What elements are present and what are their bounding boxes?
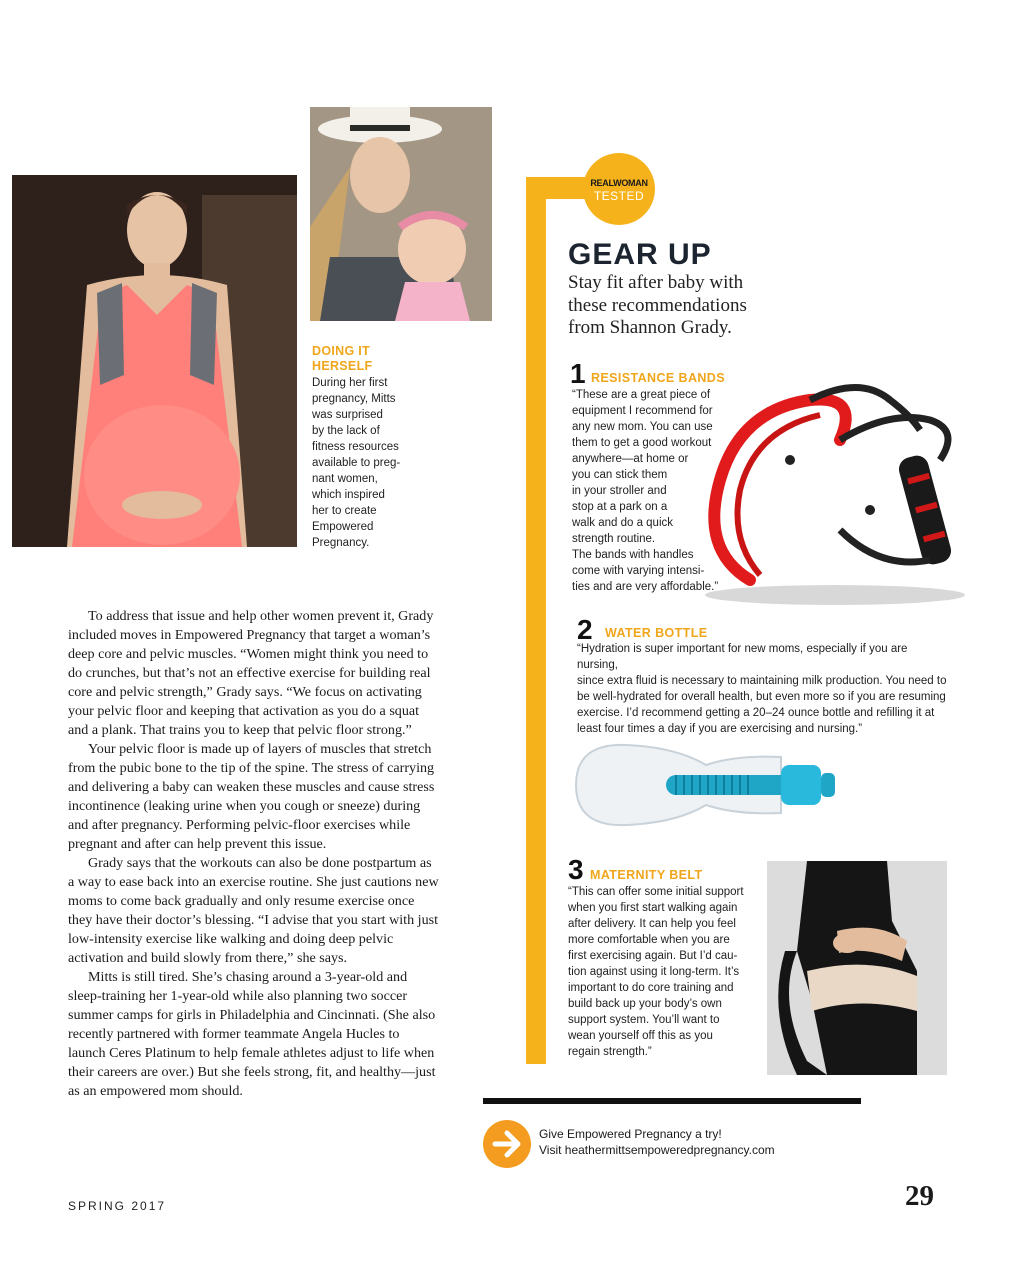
- caption-title-line: HERSELF: [312, 359, 373, 373]
- item-line: least four times a day if you are exercising and nursing.”: [577, 723, 863, 735]
- article-body: [68, 607, 440, 1101]
- item-line: them to get a good workout: [572, 437, 712, 449]
- badge-brand: REALWOMAN: [590, 178, 648, 188]
- article-paragraph: To address that issue and help other women prevent it, Grady included moves in Empowered Pregnancy that target a woman’s deep core and pelvic muscles. “Women might think you need to do crunches, but that’s not an effective exercise for building real core and pelvic strength,” Grady says. “We focus on activating your pelvic floor and keeping that activation as you do a squat and a plank. That trains you to keep that pelvic floor strong.”: [68, 608, 434, 738]
- pregnant-woman-photo: [12, 175, 297, 547]
- item-description: [577, 641, 949, 737]
- caption-line: her to create: [312, 505, 377, 517]
- caption-line: Pregnancy.: [312, 537, 370, 549]
- mother-baby-illustration: [310, 107, 492, 321]
- item-line: after delivery. It can help you feel: [568, 918, 736, 930]
- item-line: you can stick them: [572, 469, 668, 481]
- caption-title-line: DOING IT: [312, 344, 370, 358]
- subtitle-line: these recommendations: [568, 294, 747, 316]
- photo-caption-title: [312, 344, 432, 374]
- item-line: since extra fluid is necessary to maintaining milk production. You need to: [577, 675, 947, 687]
- item-title: MATERNITY BELT: [590, 868, 703, 882]
- caption-line: Empowered: [312, 521, 374, 533]
- caption-line: available to preg-: [312, 457, 401, 469]
- item-title: WATER BOTTLE: [605, 626, 708, 640]
- subtitle-line: Stay fit after baby with: [568, 272, 744, 293]
- item-line: ties and are very affordable.”: [572, 581, 719, 593]
- item-line: come with varying intensi-: [572, 565, 705, 577]
- maternity-belt-illustration: [767, 861, 947, 1075]
- item-line: strength routine.: [572, 533, 656, 545]
- item-line: walk and do a quick: [572, 517, 674, 529]
- item-line: anywhere—at home or: [572, 453, 689, 465]
- item-title: RESISTANCE BANDS: [591, 371, 725, 385]
- caption-line: which inspired: [312, 489, 385, 501]
- page-number: 29: [905, 1180, 934, 1212]
- water-bottle-image: [566, 735, 842, 835]
- cta-link[interactable]: Visit heathermittsempoweredpregnancy.com: [539, 1143, 775, 1157]
- item-line: regain strength.”: [568, 1046, 652, 1058]
- item-line: important to do core training and: [568, 982, 734, 994]
- caption-line: pregnancy, Mitts: [312, 393, 396, 405]
- gear-title: GEAR UP: [568, 238, 712, 271]
- resistance-bands-illustration: [690, 370, 980, 610]
- item-line: build back up your body’s own: [568, 998, 722, 1010]
- arrow-right-icon: [483, 1120, 531, 1168]
- issue-label: SPRING 2017: [68, 1199, 167, 1213]
- caption-line: nant women,: [312, 473, 378, 485]
- item-line: tion against using it long-term. It’s: [568, 966, 740, 978]
- yellow-sidebar-rule: [526, 177, 546, 1064]
- item-line: in your stroller and: [572, 485, 667, 497]
- item-number: 3: [568, 854, 584, 885]
- pregnant-woman-illustration: [12, 175, 297, 547]
- resistance-bands-image: [690, 370, 980, 610]
- item-line: “This can offer some initial support: [568, 886, 744, 898]
- article-paragraph: Your pelvic floor is made up of layers of muscles that stretch from the pubic bone to the tip of the spine. The stress of carrying and delivering a baby can weaken these muscles and cause stress incontinence (leaking urine when you cough or sneeze) during and after pregnancy. Performing pelvic-floor exercises while pregnant and after can help prevent this issue.: [68, 741, 435, 852]
- gear-subtitle: [568, 272, 808, 340]
- item-line: “Hydration is super important for new moms, especially if you are nursing,: [577, 643, 908, 671]
- item-number: 1: [570, 358, 586, 389]
- caption-line: by the lack of: [312, 425, 380, 437]
- mother-baby-selfie-photo: [310, 107, 492, 321]
- arrow-right-glyph: [483, 1120, 531, 1168]
- caption-line: During her first: [312, 377, 388, 389]
- article-paragraph: Mitts is still tired. She’s chasing around a 3-year-old and sleep-training her 1-year-old while also planning two soccer summer camps for girls in Philadelphia and Cincinnati. (She also recently partnered with former teammate Angela Hucles to launch Ceres Platinum to help female athletes adjust to life when their careers are over.) But she feels strong, fit, and healthy—just as an empowered mom should.: [68, 969, 436, 1099]
- section-divider: [483, 1098, 861, 1104]
- realwoman-tested-badge: [583, 153, 655, 225]
- item-line: stop at a park on a: [572, 501, 668, 513]
- article-paragraph: Grady says that the workouts can also be done postpartum as a way to ease back into an exercise routine. She just cautions new moms to come back gradually and only resume exercise once they have their doctor’s blessing. “I advise that you start with just low-intensity exercise like walking and doing deep pelvic activation and build slowly from there,” she says.: [68, 855, 439, 966]
- item-line: first exercising again. But I’d cau-: [568, 950, 738, 962]
- item-number: 2: [577, 614, 593, 645]
- maternity-belt-photo: [767, 861, 947, 1075]
- item-line: be well-hydrated for overall health, but even more so if you are resuming: [577, 691, 946, 703]
- badge-tested: TESTED: [593, 189, 645, 203]
- item-line: when you first start walking again: [568, 902, 738, 914]
- item-line: any new mom. You can use: [572, 421, 713, 433]
- item-line: exercise. I’d recommend getting a 20–24 ounce bottle and refilling it at: [577, 707, 935, 719]
- caption-line: was surprised: [312, 409, 383, 421]
- item-line: more comfortable when you are: [568, 934, 730, 946]
- item-line: wean yourself off this as you: [568, 1030, 713, 1042]
- subtitle-line: from Shannon Grady.: [568, 317, 732, 338]
- photo-caption-body: [312, 375, 412, 551]
- item-line: support system. You’ll want to: [568, 1014, 720, 1026]
- item-line: The bands with handles: [572, 549, 694, 561]
- cta-text: Give Empowered Pregnancy a try!: [539, 1127, 722, 1141]
- item-description: [568, 884, 750, 1060]
- water-bottle-illustration: [566, 735, 842, 835]
- item-line: “These are a great piece of: [572, 389, 711, 401]
- item-line: equipment I recommend for: [572, 405, 713, 417]
- caption-line: fitness resources: [312, 441, 399, 453]
